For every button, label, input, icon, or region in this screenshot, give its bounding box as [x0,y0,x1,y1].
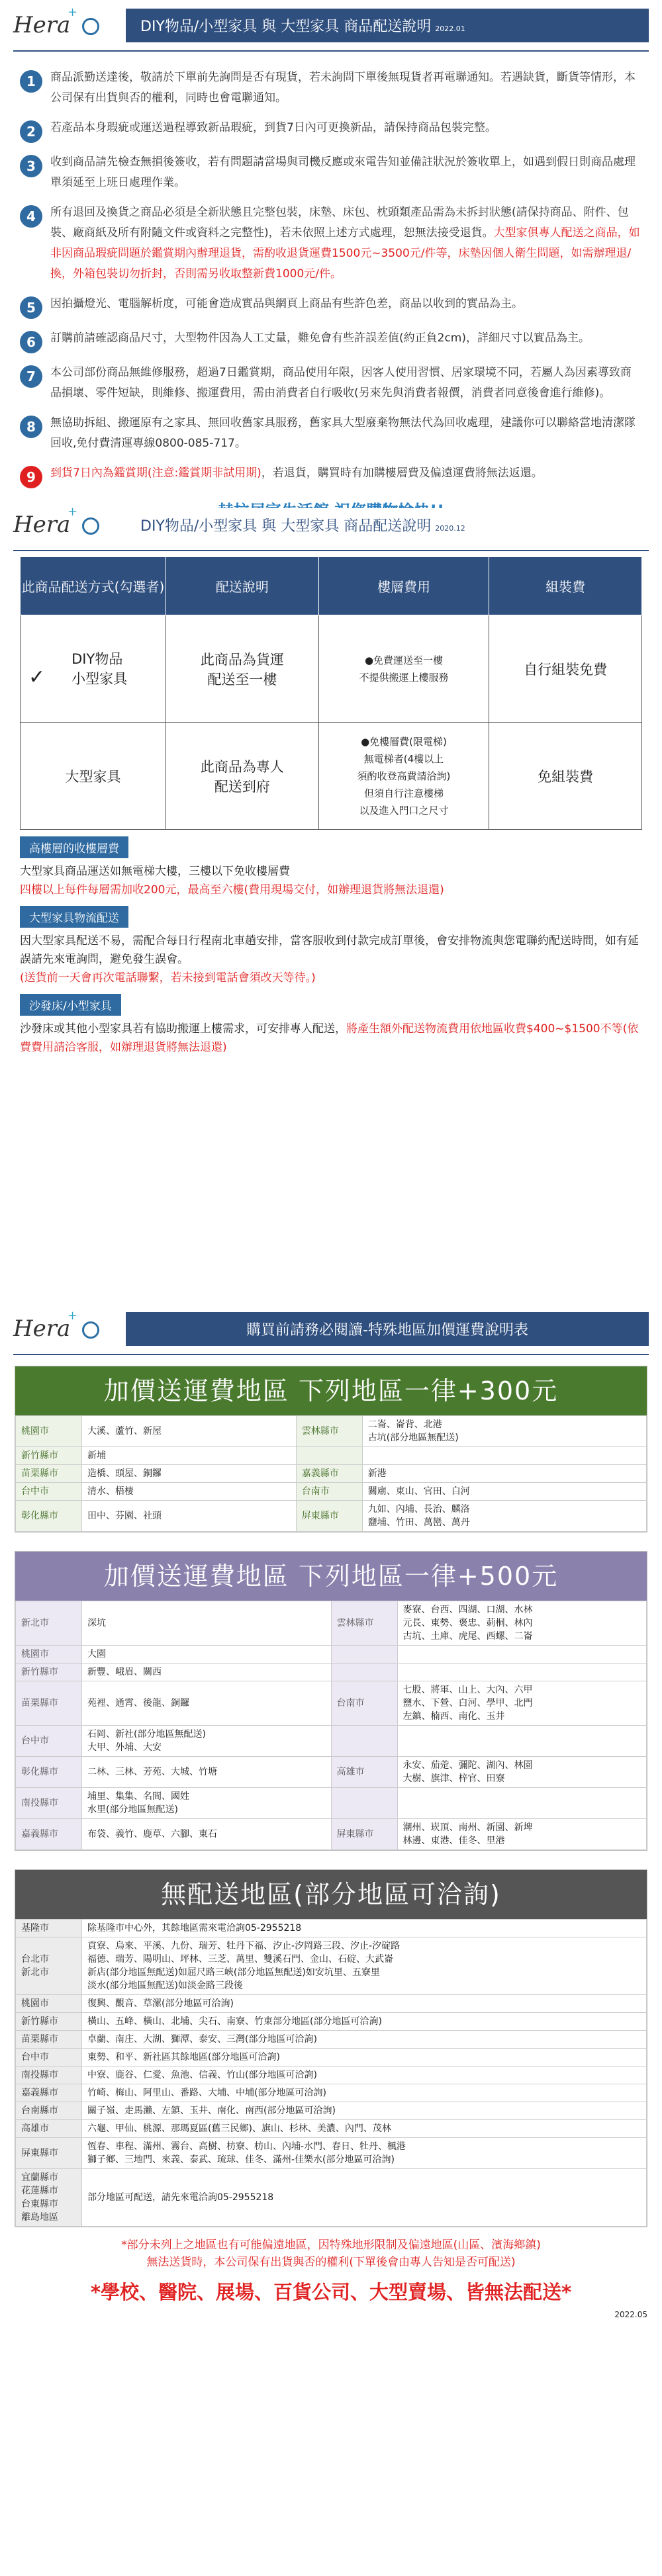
col-header: 組裝費 [489,557,642,615]
note-item [20,328,642,353]
district-list: 七股、將軍、山上、大內、六甲 鹽水、下營、白河、學甲、北門 左鎮、楠西、南化、玉井 [397,1681,647,1726]
banner-title: DIY物品/小型家具 與 大型家具 商品配送說明 2020.12 [126,508,649,542]
district-list [362,1447,646,1465]
district-list [397,1646,647,1664]
hera-logo: Hera + [13,1315,113,1342]
table-row [16,1447,647,1465]
note-item [20,294,642,319]
note-text: 本公司部份商品無維修服務，超過7日鑑賞期，商品使用年限，因客人使用習慣、居家環境不同，若屬人為因素導致商品損壞、零件短缺，則維修、搬運費用，需由消費者自行吸收(另來先與消費者報價，消費者同意後會進行維修)。 [50,366,632,400]
section-surcharge [0,1304,662,2319]
district-list: 二崙、崙背、北港 古坑(部分地區無配送) [362,1416,646,1447]
district-list: 新港 [362,1465,646,1483]
region-name [296,1447,362,1465]
table-row [16,1757,647,1788]
note-number: 9 [20,466,42,488]
region-name: 台南市 [331,1681,397,1726]
region-name: 雲林縣市 [296,1416,362,1447]
table-row [16,1416,647,1447]
note-text: 若產品本身瑕疵或運送過程導致新品瑕疵，到貨7日內可更換新品，請保持商品包裝完整。 [50,121,496,134]
region-name: 彰化縣市 [16,1757,82,1788]
district-list: 復興、觀音、草漯(部分地區可洽詢) [82,1995,647,2013]
note-text: 到貨7日內為鑑賞期(注意:鑑賞期非試用期)，若退貨，購買時有加購樓層費及偏遠運費將無法返還。 [50,466,543,480]
table-row [16,1664,647,1681]
banner-title: 購買前請務必閱讀-特殊地區加價運費說明表 [126,1312,649,1346]
region-name: 高雄市 [16,2120,82,2138]
region-name: 台北市 新北市 [16,1937,82,1995]
date-label: 2022.05 [614,2310,647,2319]
district-list: 橫山、五峰、橫山、北埔、尖石、南寮、竹東部分地區(部分地區可洽詢) [82,2013,647,2031]
district-list: 卓蘭、南庄、大湖、獅潭、泰安、三灣(部分地區可洽詢) [82,2031,647,2049]
col-header: 此商品配送方式(勾選者) [21,557,166,615]
region-name [331,1664,397,1681]
note-text: 因拍攝燈光、電腦解析度，可能會造成實品與網頁上商品有些許色差，商品以收到的實品為主。 [50,297,523,310]
zone-title: 無配送地區(部分地區可洽詢) [15,1870,647,1919]
note-number: 1 [20,70,42,93]
district-list: 二林、三林、芳苑、大城、竹塘 [82,1757,332,1788]
table-row [16,2102,647,2120]
section-notes [0,0,662,521]
table-row [16,2013,647,2031]
district-list: 深坑 [82,1601,332,1646]
district-list: 造橋、頭屋、銅鑼 [82,1465,297,1483]
district-list: 田中、芬園、社頭 [82,1501,297,1532]
region-name [331,1788,397,1819]
region-name: 苗栗縣市 [16,1681,82,1726]
region-name: 新竹縣市 [16,1664,82,1681]
table-row [16,2049,647,2066]
note-number: 2 [20,120,42,143]
note-item [20,67,642,109]
asm-cell: 免組裝費 [489,723,642,830]
note-number: 8 [20,416,42,438]
zone-table [15,1919,647,2227]
delivery-table [20,556,642,830]
district-list: 關子嶺、走馬瀨、左鎮、玉井、南化、南西(部分地區可洽詢) [82,2102,647,2120]
header-3 [13,1304,649,1355]
note-number: 6 [20,331,42,353]
table-row [16,2169,647,2227]
district-list: 竹崎、梅山、阿里山、番路、大埔、中埔(部分地區可洽詢) [82,2084,647,2102]
region-name: 桃園市 [16,1646,82,1664]
district-list: 潮州、崁頂、南州、新園、新埤 林邊、東港、佳冬、里港 [397,1819,647,1850]
region-name: 屏東縣市 [331,1819,397,1850]
district-list: 六龜、甲仙、桃源、那瑪夏區(舊三民鄉)、旗山、杉林、美濃、內門、茂林 [82,2120,647,2138]
district-list [397,1726,647,1757]
region-name: 嘉義縣市 [296,1465,362,1483]
table-row [16,2084,647,2102]
type-cell: DIY物品 小型家具 [71,651,128,687]
table-row [21,615,642,723]
region-name: 屏東縣市 [296,1501,362,1532]
header-2 [13,500,649,551]
district-list [397,1664,647,1681]
district-list: 埔里、集集、名間、國姓 水里(部分地區無配送) [82,1788,332,1819]
district-list: 麥寮、台西、四湖、口湖、水林 元長、東勢、褒忠、莿桐、林內 古坑、土庫、虎尾、西螺、二崙 [397,1601,647,1646]
region-name: 台中市 [16,1483,82,1501]
banner-title: DIY物品/小型家具 與 大型家具 商品配送說明 2022.01 [126,9,649,42]
zone-table [15,1415,647,1532]
district-list: 清水、梧棲 [82,1483,297,1501]
district-list: 新埔 [82,1447,297,1465]
section-delivery [0,500,662,1057]
region-name: 台南縣市 [16,2102,82,2120]
region-name: 高雄市 [331,1757,397,1788]
footnote: *部分未列上之地區也有可能偏遠地區，因特殊地形限制及偏遠地區(山區、濱海鄉鎮) 無法送貨時，本公司保有出貨與否的權利(下單後會由專人告知是否可配送) [121,2239,541,2269]
table-row [16,2120,647,2138]
district-list: 除基隆市中心外，其餘地區需來電洽詢05-2955218 [82,1920,647,1937]
zone-title: 加價送運費地區 下列地區一律+300元 [15,1366,647,1415]
region-name: 桃園市 [16,1995,82,2013]
note-item [20,118,642,143]
region-name: 嘉義縣市 [16,1819,82,1850]
region-name: 雲林縣市 [331,1601,397,1646]
table-row [16,1937,647,1995]
table-row [16,1646,647,1664]
district-list: 部分地區可配送，請先來電洽詢05-2955218 [82,2169,647,2227]
header-1 [13,0,649,52]
type-cell: 大型家具 [21,723,166,830]
note-number: 4 [20,205,42,228]
note-text: 收到商品請先檢查無損後簽收，若有問題請當場與司機反應或來電告知並備註狀況於簽收單上，如遇到假日則商品處理單須延至上班日處理作業。 [50,155,636,189]
note-item [20,152,642,193]
table-row [16,1465,647,1483]
region-name: 苗栗縣市 [16,1465,82,1483]
hera-logo: Hera + [13,12,113,38]
district-list: 東勢、和平、新社區其餘地區(部分地區可洽詢) [82,2049,647,2066]
note-item [20,202,642,285]
region-name: 桃園市 [16,1416,82,1447]
zone-300 [15,1366,647,1532]
district-list [397,1788,647,1819]
zone-none [15,1869,647,2227]
col-header: 樓層費用 [318,557,489,615]
district-list: 大溪、蘆竹、新屋 [82,1416,297,1447]
asm-cell: 自行組裝免費 [489,615,642,723]
hera-logo: Hera + [13,511,113,538]
district-list: 新豐、峨眉、關西 [82,1664,332,1681]
region-name: 新竹縣市 [16,2013,82,2031]
district-list: 大園 [82,1646,332,1664]
floor-fee-text: 大型家具商品運送如無電梯大樓，三樓以下免收樓層費 四樓以上每件每層需加收200元，最高至六樓(費用現場交付，如辦理退貨將無法退還) [20,865,444,897]
floor-cell: ●免樓層費(限電梯) 無電梯者(4樓以上 須酌收登高費請洽詢) 但須自行注意樓梯 以及進入門口之尺寸 [318,723,489,830]
table-row [16,2066,647,2084]
tag-logistics: 大型家具物流配送 [20,906,128,928]
note-item [20,413,642,454]
desc-cell: 此商品為貨運 配送至一樓 [166,615,319,723]
tag-floor-fee: 高樓層的收樓層費 [20,836,128,858]
region-name: 基隆市 [16,1920,82,1937]
region-name: 新竹縣市 [16,1447,82,1465]
region-name: 南投縣市 [16,1788,82,1819]
region-name: 彰化縣市 [16,1501,82,1532]
table-row [21,723,642,830]
note-number: 7 [20,365,42,388]
table-row [16,1601,647,1646]
zone-500 [15,1551,647,1851]
district-list: 關廟、東山、官田、白河 [362,1483,646,1501]
region-name: 屏東縣市 [16,2138,82,2169]
sofa-text: 沙發床或其他小型家具若有協助搬運上樓需求，可安排專人配送，將產生額外配送物流費用依地區收費$400~$1500不等(依費費用請洽客服，如辦理退貨將無法退還) [20,1022,639,1054]
table-row [16,1920,647,1937]
table-row [16,2138,647,2169]
region-name: 嘉義縣市 [16,2084,82,2102]
floor-cell: ●免費運送至一樓 不提供搬運上樓服務 [318,615,489,723]
district-list: 貢寮、烏來、平溪、九份、瑞芳、牡丹下福、汐止-汐岡路三段、汐止-汐碇路 福德、瑞芳、陽明山、坪林、三芝、萬里、雙溪石門、金山、石碇、大武崙 新店(部分地區無配送)如屈尺路三峽(部分地區無配送)如安坑里、五寮里 淡水(部分地區無配送)如淡金路三段後 [82,1937,647,1995]
district-list: 布袋、義竹、鹿草、六腳、東石 [82,1819,332,1850]
no-delivery-venues: *學校、醫院、展場、百貨公司、大型賣場、皆無法配送* [90,2281,572,2303]
table-row [16,1501,647,1532]
table-row [16,1788,647,1819]
table-row [16,1819,647,1850]
region-name: 台中市 [16,1726,82,1757]
table-row [16,2031,647,2049]
region-name: 台中市 [16,2049,82,2066]
desc-cell: 此商品為專人 配送到府 [166,723,319,830]
check-icon: ✓ [28,666,46,689]
table-row [16,1995,647,2013]
region-name: 南投縣市 [16,2066,82,2084]
note-text: 所有退回及換貨之商品必須是全新狀態且完整包裝，床墊、床包、枕頭類產品需為未拆封狀態(請保持商品、附件、包裝、廠商紙及所有附隨文件或資料之完整性)，若未依照上述方式處理，恕無法接受退貨。大型家俱專人配送之商品，如非因商品瑕疵問題於鑑賞期內辦理退貨，需酌收退貨運費1500元~3500元/件等，床墊因個人衛生問題，如需辦理退/換，外箱包裝切勿折封，否則需另收取整新費1000元/件。 [50,206,640,281]
note-number: 5 [20,296,42,319]
table-row [16,1483,647,1501]
table-row [16,1681,647,1726]
region-name: 新北市 [16,1601,82,1646]
zone-title: 加價送運費地區 下列地區一律+500元 [15,1552,647,1601]
district-list: 石岡、新社(部分地區無配送) 大甲、外埔、大安 [82,1726,332,1757]
region-name [331,1726,397,1757]
zone-table [15,1601,647,1850]
col-header: 配送說明 [166,557,319,615]
notes-list [0,52,662,488]
note-text: 訂購前請確認商品尺寸，大型物件因為人工丈量，難免會有些許誤差值(約正負2cm)，詳細尺寸以實品為主。 [50,332,590,345]
district-list: 永安、茄萣、彌陀、湖內、林園 大樹、旗津、梓官、田寮 [397,1757,647,1788]
region-name [331,1646,397,1664]
tag-sofa: 沙發床/小型家具 [20,994,121,1016]
table-row [16,1726,647,1757]
note-text: 商品派勤送達後，敬請於下單前先詢問是否有現貨，若未詢問下單後無現貨者再電聯通知。若遇缺貨，斷貨等情形，本公司保有出貨與否的權利，同時也會電聯通知。 [50,71,636,105]
region-name: 苗栗縣市 [16,2031,82,2049]
district-list: 中寮、鹿谷、仁愛、魚池、信義、竹山(部分地區可洽詢) [82,2066,647,2084]
note-number: 3 [20,155,42,177]
note-text: 無協助拆組、搬運原有之家具、無回收舊家具服務，舊家具大型廢棄物無法代為回收處理，建議你可以聯絡當地清潔隊回收,免付費清運專線0800-085-717。 [50,416,636,450]
district-list: 恆春、車程、滿州、霧台、高樹、枋寮、枋山、內埔-水門、春日、牡丹、楓港 獅子鄉、三地門、來義、泰武、琉球、佳冬、滿州-佳樂水(部分地區可洽詢) [82,2138,647,2169]
district-list: 苑裡、通霄、後龍、銅鑼 [82,1681,332,1726]
logistics-text: 因大型家具配送不易，需配合每日行程南北車趟安排，當客服收到付款完成訂單後，會安排物流與您電聯約配送時間，如有延誤請先來電詢問，避免發生誤會。 (送貨前一天會再次電話聯繫，若未接到電話會須改天等待。) [20,934,639,985]
region-name: 台南市 [296,1483,362,1501]
note-item [20,463,642,488]
district-list: 九如、內埔、長治、麟洛 鹽埔、竹田、萬巒、萬丹 [362,1501,646,1532]
region-name: 宜蘭縣市 花蓮縣市 台東縣市 離島地區 [16,2169,82,2227]
note-item [20,363,642,404]
